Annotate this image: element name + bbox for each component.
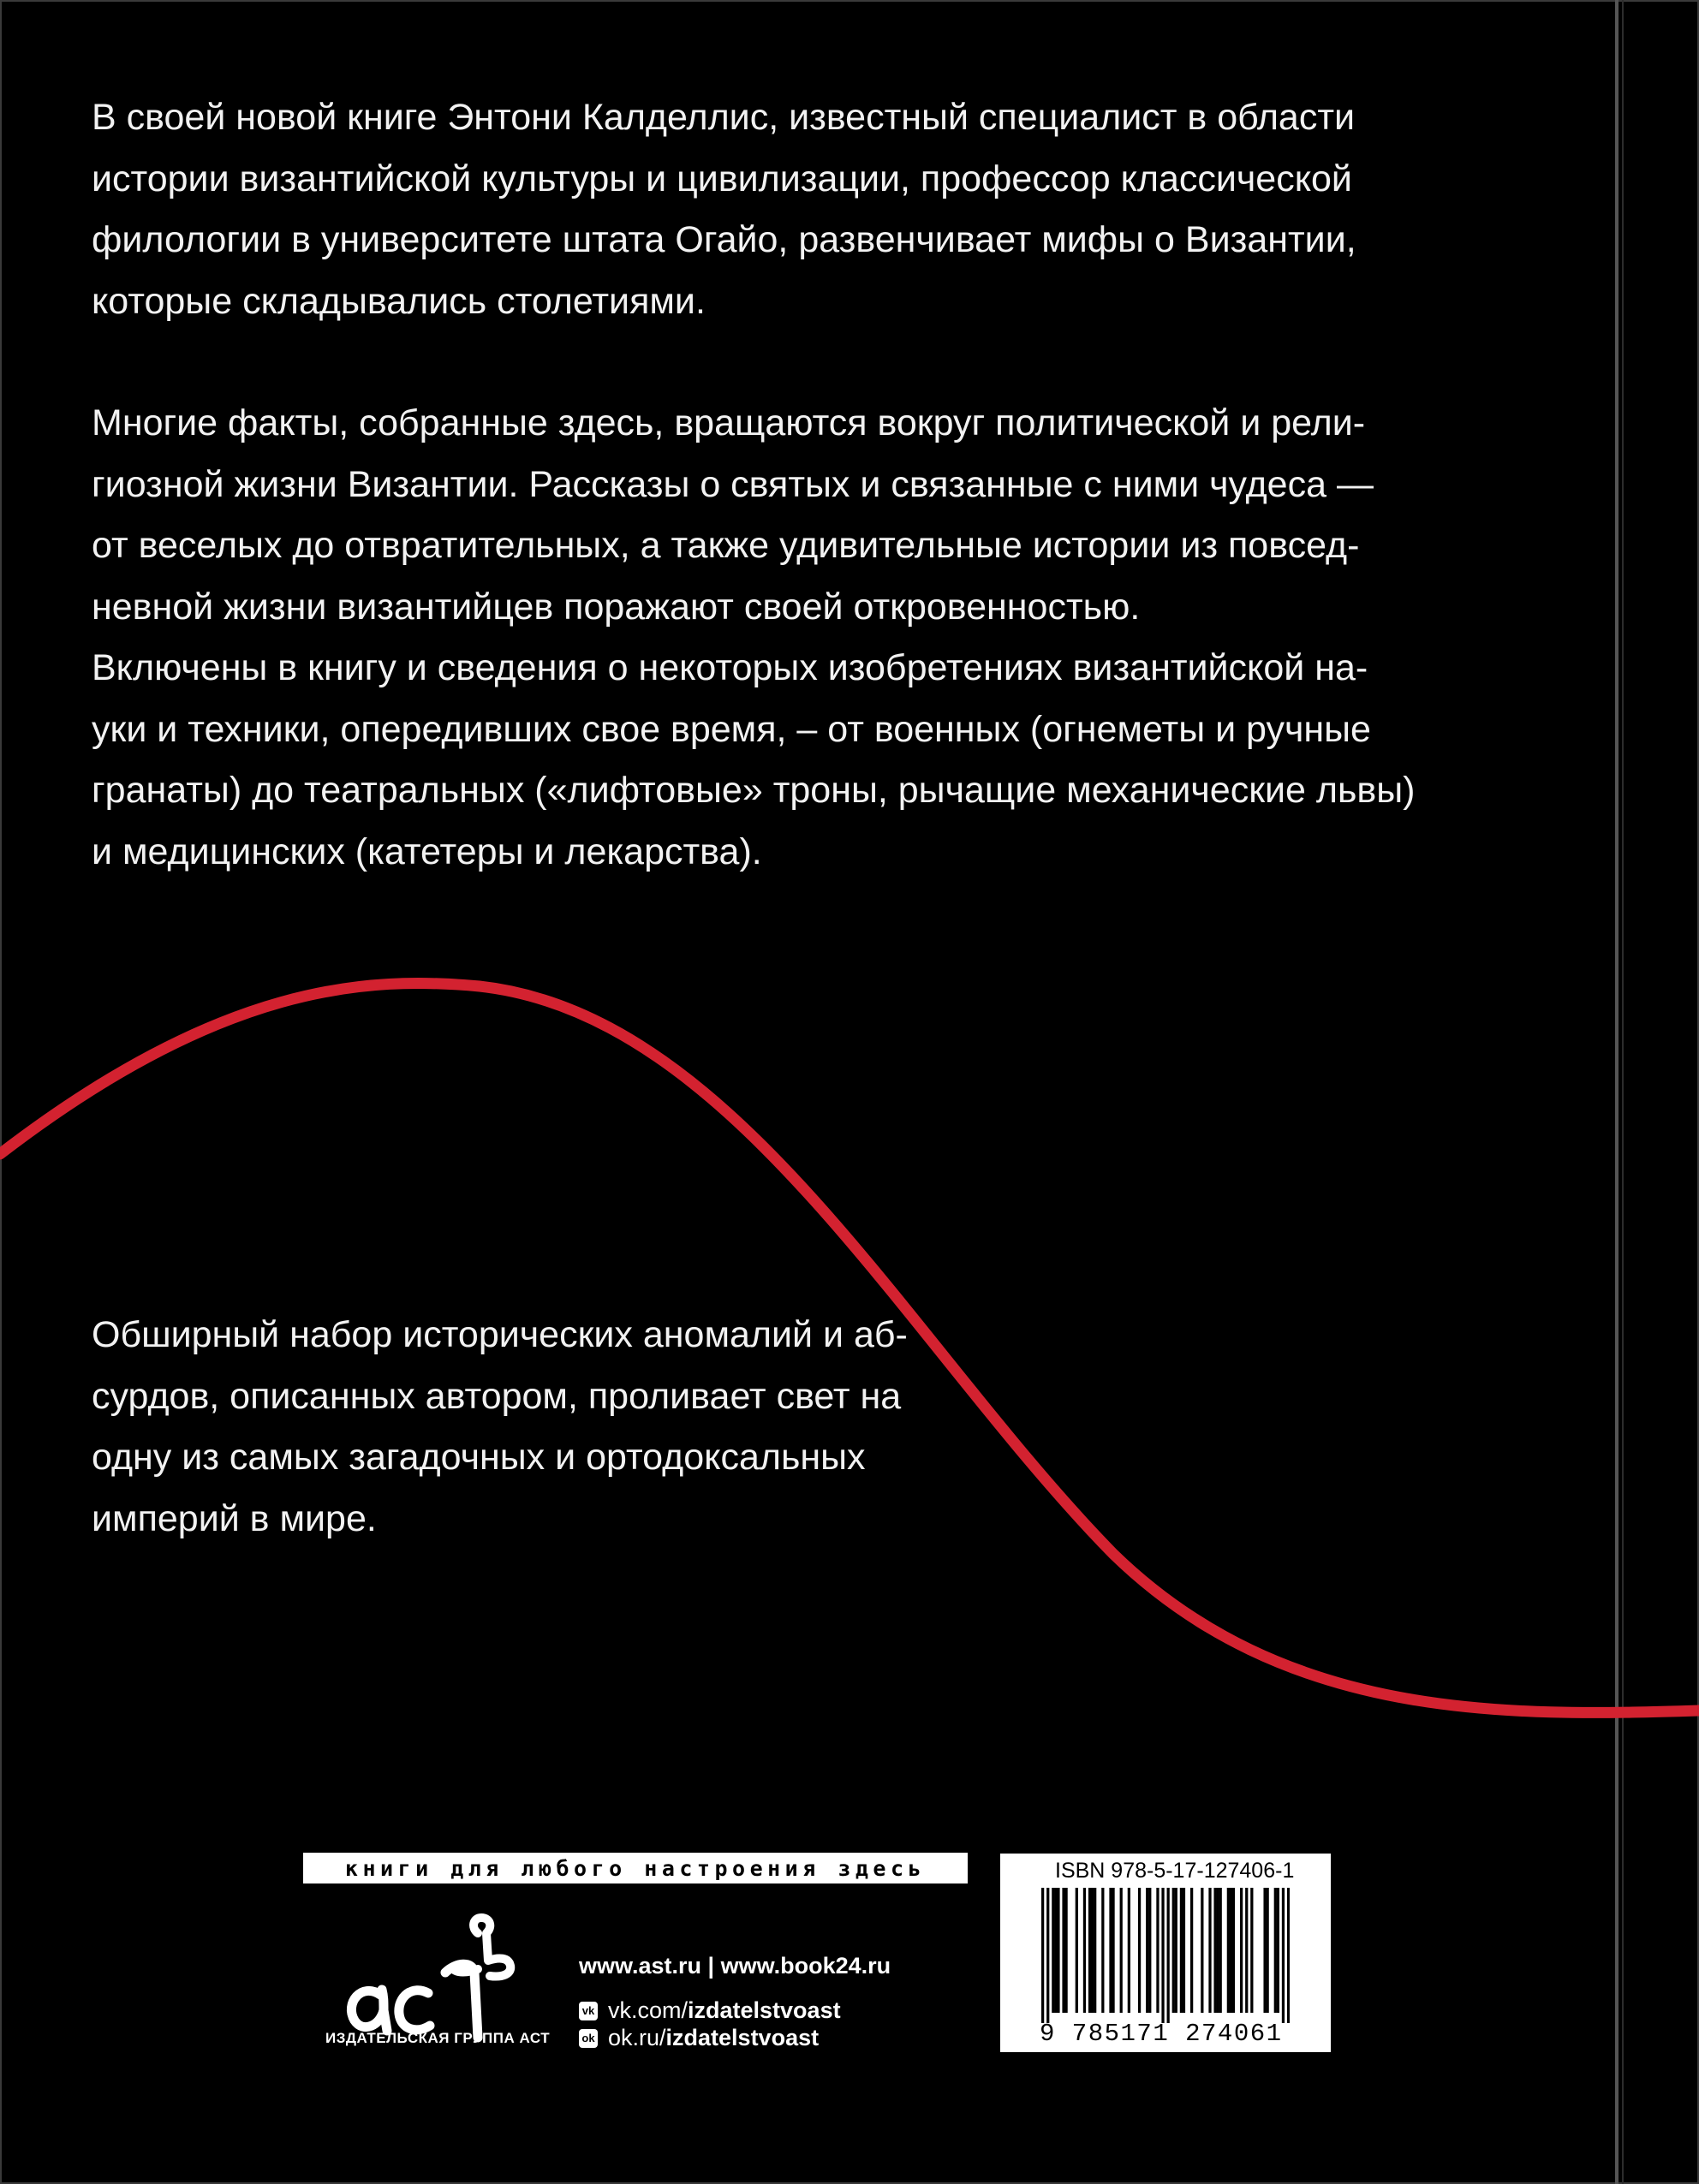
barcode-bar	[1076, 1888, 1078, 2013]
text-line: гиозной жизни Византии. Рассказы о святых и связанные с ними чудеса —	[92, 463, 1374, 505]
vk-handle: izdatelstvoast	[688, 1997, 841, 2023]
barcode-bar	[1183, 1888, 1185, 2013]
text-line: которые складывались столетиями.	[92, 280, 706, 322]
barcode-bar	[1287, 1888, 1290, 2023]
barcode-bar	[1094, 1888, 1096, 2013]
tagline-banner: книги для любого настроения здесь	[303, 1853, 968, 1883]
barcode-bar	[1046, 1888, 1049, 2023]
description-paragraph-2	[92, 393, 1415, 883]
barcode-bar	[1277, 1888, 1279, 2013]
barcode-bar	[1230, 1888, 1232, 2013]
barcode-bar	[1274, 1888, 1277, 2013]
text-line: и медицинских (катетеры и лекарства).	[92, 830, 762, 872]
barcode-bar	[1057, 1888, 1059, 2013]
text-line: филологии в университете штата Огайо, развенчивает мифы о Византии,	[92, 219, 1356, 260]
barcode-bar	[1175, 1888, 1177, 2013]
ok-link[interactable]	[579, 2025, 819, 2051]
description-paragraph-3	[92, 1305, 908, 1550]
barcode-bar	[1267, 1888, 1269, 2013]
odnoklassniki-icon: ok	[579, 2029, 598, 2048]
barcode-bar	[1213, 1888, 1216, 2013]
text-line: уки и техники, опередивших свое время, – от военных (огнеметы и ручные	[92, 708, 1371, 750]
barcode-bar	[1172, 1888, 1175, 2013]
barcode-bar	[1227, 1888, 1230, 2013]
isbn-barcode-box	[1000, 1854, 1331, 2052]
text-line: от веселых до отвратительных, а также удивительные истории из повсед-	[92, 525, 1360, 566]
barcode-bar	[1138, 1888, 1141, 2013]
isbn-label: ISBN 978-5-17-127406-1	[1055, 1859, 1295, 1883]
barcode-bar	[1109, 1888, 1112, 2013]
vk-link[interactable]	[579, 1997, 841, 2024]
barcode	[1041, 1888, 1290, 2023]
barcode-bar	[1148, 1888, 1151, 2013]
barcode-bar	[1161, 1888, 1164, 2023]
barcode-bar	[1180, 1888, 1183, 2013]
text-line: Многие факты, собранные здесь, вращаются вокруг политической и рели-	[92, 402, 1366, 443]
barcode-bar	[1101, 1888, 1104, 2013]
barcode-bar	[1083, 1888, 1086, 2013]
barcode-bar	[1208, 1888, 1211, 2013]
ok-handle: izdatelstvoast	[665, 2025, 820, 2050]
barcode-bar	[1064, 1888, 1067, 2013]
barcode-bar	[1263, 1888, 1266, 2013]
text-line: империй в мире.	[92, 1497, 377, 1539]
text-line: невной жизни византийцев поражают своей откровенностью.	[92, 586, 1141, 628]
text-line: В своей новой книге Энтони Калделлис, известный специалист в области	[92, 97, 1356, 138]
barcode-bar	[1128, 1888, 1130, 2013]
barcode-bar	[1088, 1888, 1091, 2013]
text-line: Включены в книгу и сведения о некоторых изобретениях византийской на-	[92, 647, 1368, 688]
text-line: Обширный набор исторических аномалий и аб-	[92, 1314, 908, 1355]
text-line: истории византийской культуры и цивилизации, профессор классической	[92, 158, 1352, 199]
barcode-bar	[1282, 1888, 1285, 2023]
barcode-bar	[1146, 1888, 1148, 2013]
text-line: сурдов, описанных автором, проливает свет на	[92, 1375, 902, 1417]
barcode-bar	[1219, 1888, 1222, 2013]
barcode-bar	[1052, 1888, 1054, 2013]
description-paragraph-1	[92, 87, 1356, 332]
ok-prefix: ok.ru/	[608, 2025, 666, 2050]
barcode-bar	[1167, 1888, 1170, 2023]
barcode-bar	[1091, 1888, 1094, 2013]
barcode-bar	[1112, 1888, 1114, 2013]
barcode-bar	[1041, 1888, 1044, 2023]
barcode-bar	[1250, 1888, 1253, 2013]
barcode-bar	[1201, 1888, 1203, 2013]
barcode-bar	[1062, 1888, 1064, 2013]
vk-prefix: vk.com/	[608, 1997, 689, 2023]
barcode-bar	[1190, 1888, 1193, 2013]
barcode-bar	[1054, 1888, 1057, 2013]
websites-line[interactable]: www.ast.ru | www.book24.ru	[579, 1953, 891, 1979]
barcode-bar	[1120, 1888, 1123, 2013]
barcode-bar	[1232, 1888, 1235, 2013]
barcode-bar	[1240, 1888, 1243, 2013]
barcode-bar	[1217, 1888, 1219, 2013]
publisher-caption: ИЗДАТЕЛЬСКАЯ ГРУППА АСТ	[325, 2030, 551, 2046]
ean-digits: 9 785171 274061	[1040, 2020, 1283, 2048]
barcode-bar	[1245, 1888, 1248, 2013]
text-line: одну из самых загадочных и ортодоксальных	[92, 1437, 866, 1478]
text-line: гранаты) до театральных («лифтовые» троны, рычащие механические львы)	[92, 770, 1416, 811]
barcode-bar	[1156, 1888, 1159, 2013]
vk-icon: vk	[579, 2002, 598, 2020]
